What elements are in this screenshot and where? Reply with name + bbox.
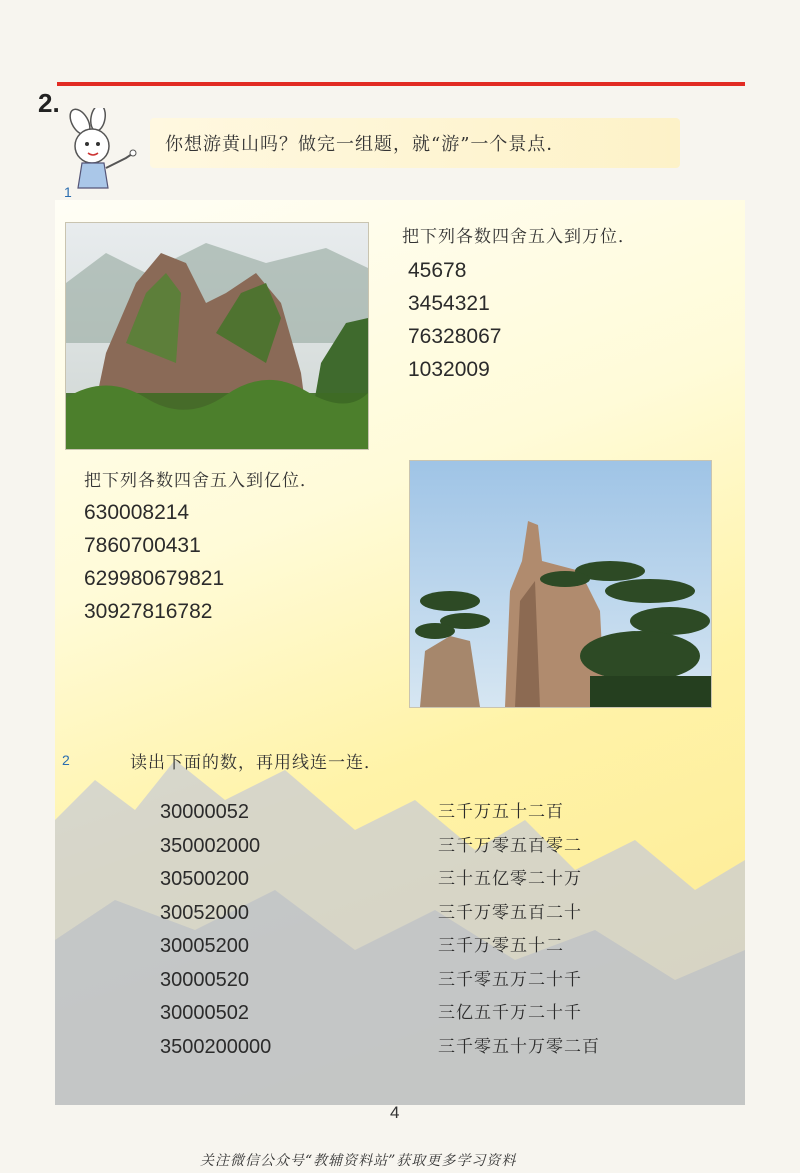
part2-instruction: 读出下面的数，再用线连一连． <box>130 753 382 773</box>
part1-instruction-b: 把下列各数四舍五入到亿位． <box>84 471 318 491</box>
number-item: 629980679821 <box>84 567 225 590</box>
number-item: 45678 <box>408 259 467 282</box>
footer-note: 关注微信公众号“教辅资料站”获取更多学习资料 <box>200 1153 517 1169</box>
readings-column <box>438 796 600 1064</box>
header-rule <box>57 82 745 86</box>
number-item: 630008214 <box>84 501 190 524</box>
number-item: 1032009 <box>408 358 490 381</box>
match-reading[interactable]: 三千万零五百零二 <box>438 835 582 856</box>
huangshan-peak-photo <box>65 222 369 450</box>
match-reading[interactable]: 三千万五十二百 <box>438 802 564 822</box>
match-reading[interactable]: 三十五亿零二十万 <box>438 869 582 889</box>
number-item: 30927816782 <box>84 600 213 623</box>
pine-rock-photo <box>409 460 712 708</box>
part2-badge: 2 <box>62 752 70 768</box>
number-item: 7860700431 <box>84 534 201 557</box>
question-number: 2. <box>38 88 60 118</box>
number-item: 76328067 <box>408 325 502 348</box>
part1-numbers-a <box>408 254 501 386</box>
part1-badge: 1 <box>64 184 72 200</box>
match-number[interactable]: 30000052 <box>160 801 249 823</box>
match-number[interactable]: 30052000 <box>160 901 249 924</box>
match-number[interactable]: 30000502 <box>160 1002 249 1024</box>
match-reading[interactable]: 三千零五万二十千 <box>438 969 582 990</box>
intro-text: 你想游黄山吗？做完一组题，就“游”一个景点． <box>165 134 566 155</box>
match-reading[interactable]: 三亿五千万二十千 <box>438 1003 582 1023</box>
rabbit-mascot-icon <box>60 108 145 190</box>
match-reading[interactable]: 三千零五十万零二百 <box>438 1036 600 1057</box>
mountain-silhouette <box>55 740 745 1105</box>
match-number[interactable]: 30000520 <box>160 968 249 991</box>
match-number[interactable]: 3500200000 <box>160 1035 272 1058</box>
match-reading[interactable]: 三千万零五百二十 <box>438 902 582 923</box>
match-number[interactable]: 350002000 <box>160 834 261 857</box>
part1-numbers-b <box>84 496 224 628</box>
page-number: 4 <box>390 1103 400 1122</box>
part1-instruction-a: 把下列各数四舍五入到万位． <box>402 227 636 247</box>
numbers-column <box>160 796 271 1064</box>
match-number[interactable]: 30500200 <box>160 868 249 890</box>
number-item: 3454321 <box>408 292 490 315</box>
match-number[interactable]: 30005200 <box>160 935 249 957</box>
match-reading[interactable]: 三千万零五十二 <box>438 936 564 956</box>
